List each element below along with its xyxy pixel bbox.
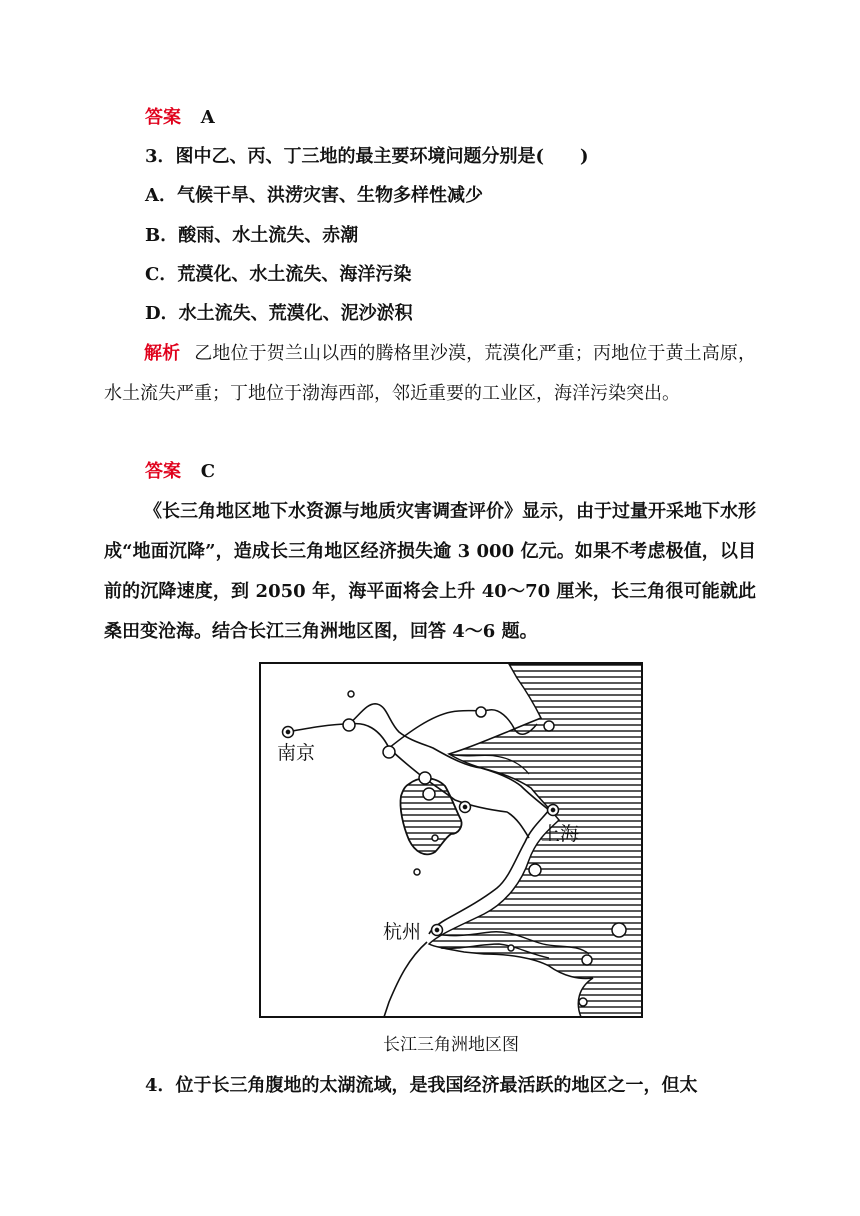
analysis <box>104 334 756 414</box>
analysis-label: 解析 <box>144 343 181 364</box>
answer-value: A <box>200 107 215 128</box>
analysis-text: 乙地位于贺兰山以西的腾格里沙漠，荒漠化严重；丙地位于黄土高原，水土流失严重；丁地位于渤海西部，邻近重要的工业区，海洋污染突出。 <box>104 343 756 404</box>
label-hangzhou: 杭州 <box>383 921 422 943</box>
option-c: C．荒漠化、水土流失、海洋污染 <box>145 264 412 285</box>
answer-value: C <box>200 461 216 482</box>
label-nanjing: 南京 <box>277 742 316 764</box>
answer-label: 答案 <box>145 461 181 482</box>
answer-1 <box>145 102 215 134</box>
passage <box>104 492 756 652</box>
yangtze-delta-map <box>259 662 643 1018</box>
question-4-stem: 4．位于长三角腹地的太湖流域，是我国经济最活跃的地区之一，但太 <box>145 1075 698 1096</box>
option-d: D．水土流失、荒漠化、泥沙淤积 <box>145 303 413 324</box>
map-caption: 长江三角洲地区图 <box>383 1035 519 1055</box>
passage-text: 《长三角地区地下水资源与地质灾害调查评价》显示，由于过量开采地下水形成“地面沉降”，造成长三角地区经济损失逾 3 000 亿元。如果不考虑极值，以目前的沉降速度，到 2050 年，海平面将会上升 40～70 厘米，长三角很可能就此桑田变沧海。结合长江三角洲地区图，回答 4～6 题。 <box>104 501 756 642</box>
label-shanghai: 上海 <box>541 823 580 845</box>
question-3-stem: 3．图中乙、丙、丁三地的最主要环境问题分别是( ) <box>145 146 589 167</box>
answer-label: 答案 <box>145 107 181 128</box>
option-b: B．酸雨、水土流失、赤潮 <box>145 225 359 246</box>
answer-2 <box>145 456 215 488</box>
option-a: A．气候干旱、洪涝灾害、生物多样性减少 <box>145 185 483 206</box>
